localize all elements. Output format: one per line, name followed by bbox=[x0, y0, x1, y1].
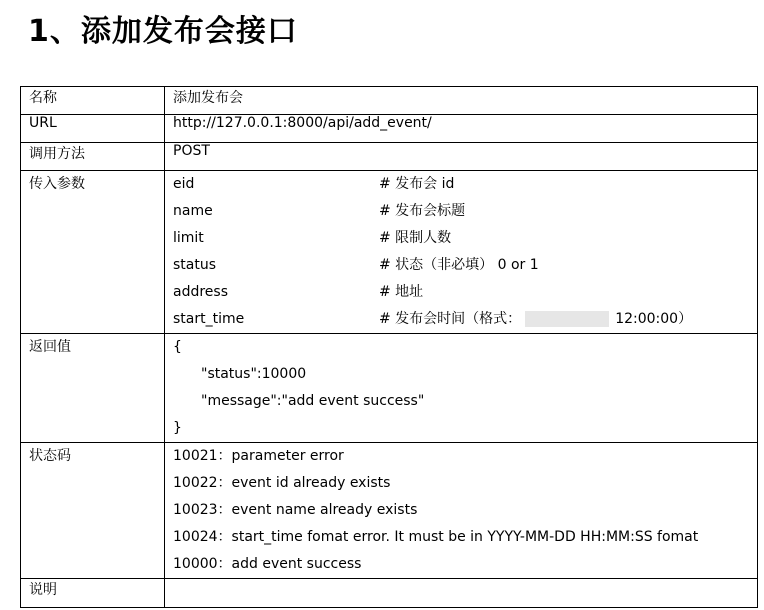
row-label: 返回值 bbox=[29, 339, 71, 355]
param-item bbox=[173, 198, 749, 225]
param-name: address bbox=[173, 284, 229, 300]
param-name: limit bbox=[173, 230, 204, 246]
redacted-date bbox=[525, 311, 609, 327]
status-code-line: 10021：parameter error bbox=[173, 448, 344, 464]
param-desc: # 地址 bbox=[379, 284, 424, 300]
param-desc bbox=[379, 306, 692, 333]
return-line: } bbox=[173, 420, 182, 436]
param-desc: # 限制人数 bbox=[379, 230, 452, 246]
return-line: { bbox=[173, 339, 182, 355]
url-value: http://127.0.0.1:8000/api/add_event/ bbox=[165, 115, 758, 143]
page-title: 1、添加发布会接口 bbox=[28, 14, 298, 49]
table-row-name bbox=[21, 87, 758, 115]
table-row-method bbox=[21, 143, 758, 171]
param-name: start_time bbox=[173, 311, 245, 327]
table-row-codes bbox=[21, 443, 758, 579]
param-item bbox=[173, 171, 749, 198]
param-desc-suffix: 12:00:00） bbox=[615, 311, 693, 327]
param-item bbox=[173, 252, 749, 279]
row-label: 名称 bbox=[21, 87, 165, 115]
method-value: POST bbox=[165, 143, 758, 171]
param-item bbox=[173, 306, 749, 333]
row-label: 说明 bbox=[21, 579, 165, 608]
status-code-line: 10022：event id already exists bbox=[173, 475, 391, 491]
row-label: 传入参数 bbox=[29, 176, 85, 192]
table-row-return bbox=[21, 334, 758, 443]
row-value: 添加发布会 bbox=[165, 87, 758, 115]
row-label: URL bbox=[21, 115, 165, 143]
param-desc-prefix: # 发布会时间（格式： bbox=[379, 311, 522, 327]
table-row-params bbox=[21, 171, 758, 334]
param-item bbox=[173, 225, 749, 252]
return-line: "status":10000 bbox=[201, 366, 307, 382]
row-label: 调用方法 bbox=[21, 143, 165, 171]
param-desc: # 发布会标题 bbox=[379, 203, 466, 219]
status-code-line: 10024：start_time fomat error. It must be in YYYY-MM-DD HH:MM:SS fomat bbox=[173, 529, 699, 545]
param-name: status bbox=[173, 257, 217, 273]
status-code-line: 10000：add event success bbox=[173, 556, 362, 572]
param-desc: # 状态（非必填） 0 or 1 bbox=[379, 257, 539, 273]
param-item bbox=[173, 279, 749, 306]
table-row-note bbox=[21, 579, 758, 608]
api-spec-table bbox=[20, 86, 758, 608]
row-label: 状态码 bbox=[29, 448, 71, 464]
note-value bbox=[165, 579, 758, 608]
status-code-line: 10023：event name already exists bbox=[173, 502, 418, 518]
param-name: name bbox=[173, 203, 213, 219]
param-desc: # 发布会 id bbox=[379, 176, 455, 192]
param-name: eid bbox=[173, 176, 195, 192]
table-row-url bbox=[21, 115, 758, 143]
return-line: "message":"add event success" bbox=[201, 393, 425, 409]
